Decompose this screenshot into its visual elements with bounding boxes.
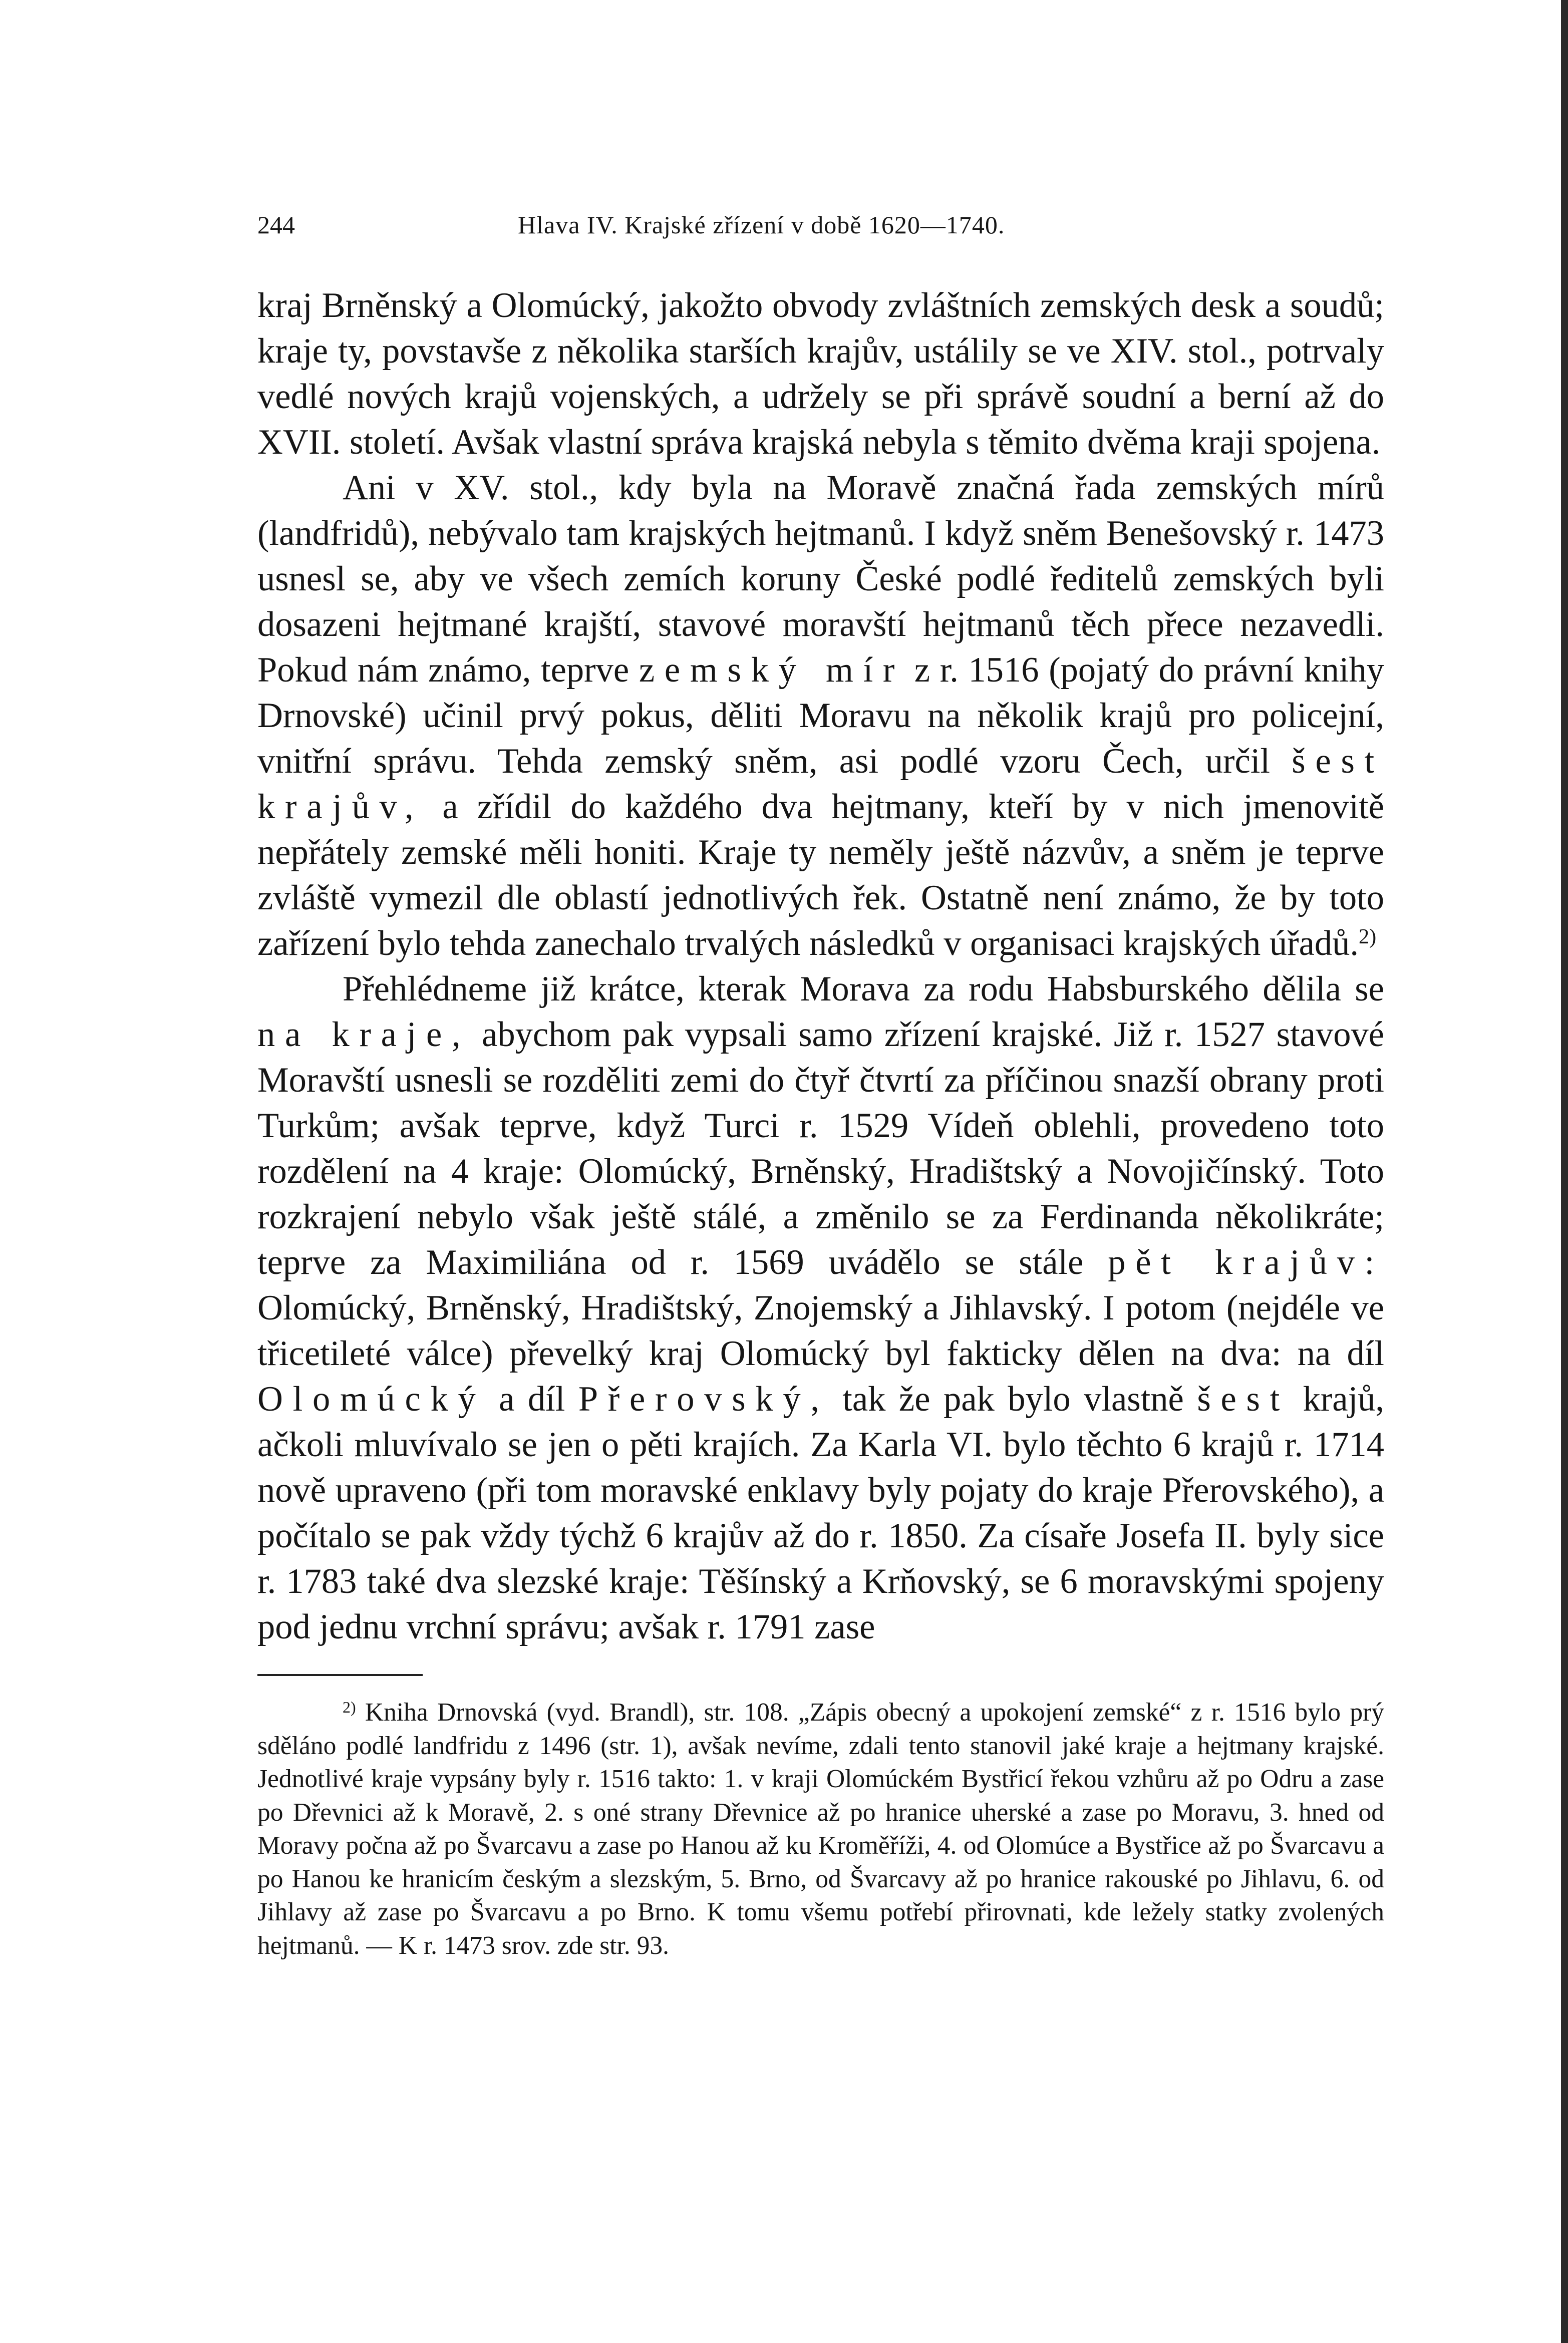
footnote-divider [257,1674,423,1676]
paragraph-3-text-f: krajů, ačkoli mluvívalo se jen o pěti krajích. Za Karla VI. bylo těchto 6 krajů r. 1714 nově upraveno (při tom moravské enklavy byly pojaty do kraje Přerovského), a počítalo se pak vždy týchž 6 krajův až do r. 1850. Za císaře Josefa II. byly sice r. 1783 také dva slezské kraje: Těšínský a Krňovský, se 6 moravskými spojeny pod jednu vrchní správu; avšak r. 1791 zase [257,1380,1385,1646]
paragraph-2-text-c: a zřídil do každého dva hejtmany, kteří by v nich jmenovitě nepřátely zemské měli honiti. Kraje ty neměly ještě názvův, a sněm je teprve zvláště vymezil dle oblastí jednotlivých řek. Ostatně není známo, že by toto zařízení bylo tehda zanechalo trvalých následků v organisaci krajských úřadů. [257,787,1384,963]
paragraph-3-text-e: tak že pak bylo vlastně [842,1380,1184,1419]
book-page [257,210,1384,1962]
footnote-reference[interactable]: 2) [1359,924,1377,948]
paragraph-3-text-d: a díl [499,1380,565,1419]
paragraph-3-text-a: Přehlédneme již krátce, kterak Morava za rodu Habsburského dělila se [343,969,1384,1009]
paragraph-3-emphasis-4: Přerovský, [578,1380,829,1419]
body-text [257,283,1384,1650]
running-head [257,210,1384,255]
paragraph-3 [257,966,1384,1650]
page-number: 244 [257,211,295,239]
paragraph-3-emphasis-5: šest [1197,1380,1290,1419]
paragraph-3-text-c: Olomúcký, Brněnský, Hradištský, Znojemský a Jihlavský. I potom (nejdéle ve třicetileté válce) převelký kraj Olomúcký byl fakticky dělen na dva: na díl [257,1288,1384,1373]
paragraph-3-emphasis-1: na kraje, [257,1015,471,1054]
paragraph-2-text-a: Ani v XV. stol., kdy byla na Moravě značná řada zemských mírů (landfridů), nebývalo tam krajských hejtmanů. I když sněm Benešovský r. 1473 usnesl se, aby ve všech zemích koruny České podlé ředitelů zemských byli dosazeni hejtmané krajští, stavové moravští hejtmanů těch přece nezavedli. Pokud nám známo, teprve [257,468,1384,690]
paragraph-3-text-b: abychom pak vypsali samo zřízení krajské. Již r. 1527 stavové Moravští usnesli se rozděliti zemi do čtyř čtvrtí za příčinou snazší obrany proti Turkům; avšak teprve, když Turci r. 1529 Vídeň oblehli, provedeno toto rozdělení na 4 kraje: Olomúcký, Brněnský, Hradištský a Novojičínský. Toto rozkrajení nebylo však ještě stálé, a změnilo se za Ferdinanda několikráte; teprve za Maximiliána od r. 1569 uvádělo se stále [257,1015,1384,1282]
paragraph-2-text-b: z r. 1516 (pojatý do právní knihy Drnovské) učinil prvý pokus, děliti Moravu na několik krajů pro policejní, vnitřní správu. Tehda zemský sněm, asi podlé vzoru Čech, určil [257,650,1384,781]
paragraph-2-emphasis-1: zemský mír [639,650,905,690]
footnote-text: Kniha Drnovská (vyd. Brandl), str. 108. „Zápis obecný a upokojení zemské“ z r. 1516 bylo prý sděláno podlé landfridu z 1496 (str. 1), avšak nevíme, zdali tento stanovil jaké kraje a hejtmany krajské. Jednotlivé kraje vypsány byly r. 1516 takto: 1. v kraji Olomúckém Bystřicí řekou vzhůru až po Odru a zase po Dřevnici až k Moravě, 2. s oné strany Dřevnice až po hranice uherské a zase po Moravu, 3. hned od Moravy počna až po Švarcavu a zase po Hanou až ku Kroměříži, 4. od Olomúce a Bystřice až po Švarcavu a po Hanou ke hranicím českým a slezským, 5. Brno, od Švarcavy až po hranice rakouské po Jihlavu, 6. od Jihlavy až zase po Švarcavu a po Brno. K tomu všemu potřebí přirovnati, kde ležely statky zvolených hejtmanů. — K r. 1473 srov. zde str. 93. [257,1698,1384,1960]
paragraph-3-emphasis-2: pět krajův: [1108,1243,1385,1282]
footnote [257,1696,1384,1962]
footnote-marker: 2) [343,1699,356,1717]
scan-edge [1561,0,1568,2343]
running-title: Hlava IV. Krajské zřízení v době 1620—1740. [518,211,1005,239]
paragraph-2 [257,465,1384,966]
paragraph-1 [257,283,1384,465]
paragraph-1-text: kraj Brněnský a Olomúcký, jakožto obvody zvláštních zemských desk a soudů; kraje ty, povstavše z několika starších krajův, ustálily se ve XIV. stol., potrvaly vedlé nových krajů vojenských, a udržely se při správě soudní a berní až do XVII. století. Avšak vlastní správa krajská nebyla s těmito dvěma kraji spojena. [257,286,1384,462]
paragraph-3-emphasis-3: Olomúcký [257,1380,486,1419]
paragraph-2-emphasis-2: šest krajův, [257,742,1385,826]
